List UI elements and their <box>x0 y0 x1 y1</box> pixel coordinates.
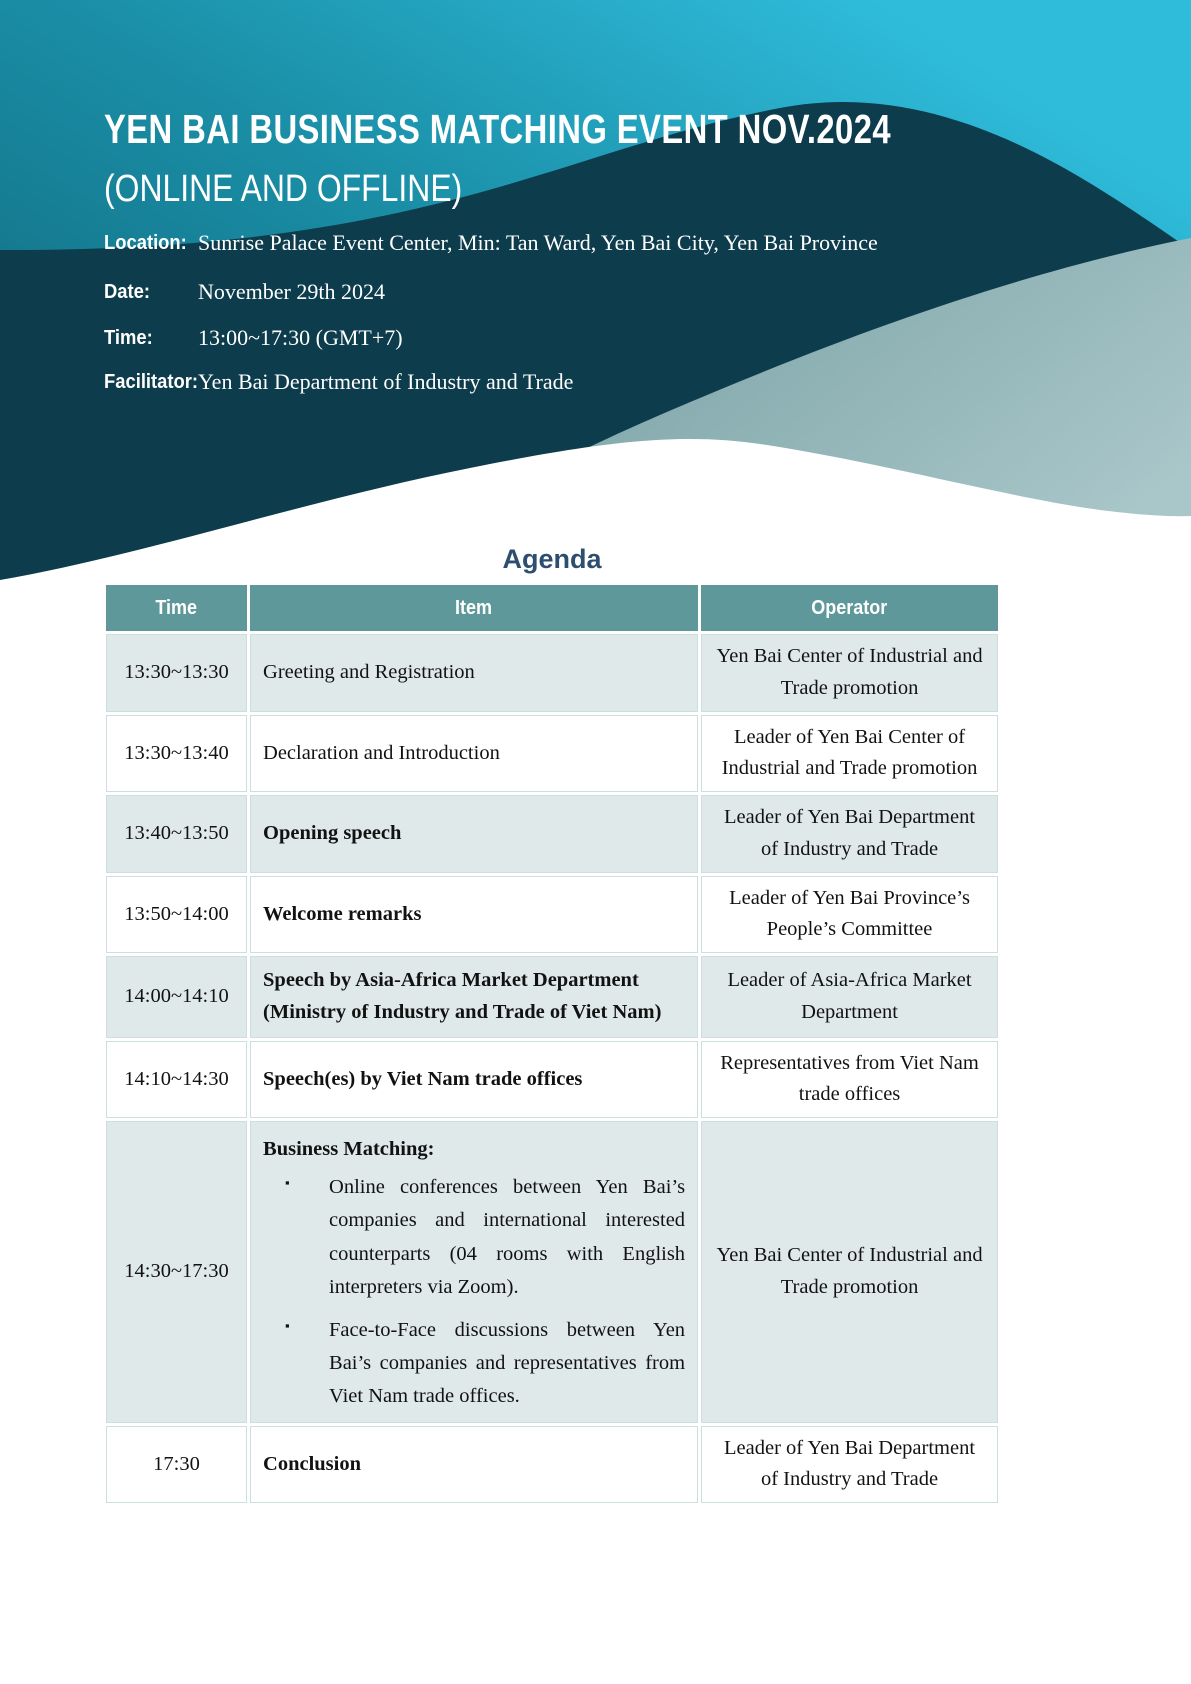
agenda-table <box>103 582 1001 1506</box>
business-matching-title: Business Matching: <box>263 1138 435 1161</box>
bullet-square-icon: ▪ <box>285 1318 290 1333</box>
operator-cell: Leader of Yen Bai Department of Industry and Trade <box>701 1426 998 1504</box>
agenda-row <box>106 634 998 712</box>
item-cell: Speech by Asia-Africa Market Department (Ministry of Industry and Trade of Viet Nam) <box>250 956 698 1038</box>
time-cell: 13:30~13:30 <box>106 634 247 712</box>
time-cell: 14:00~14:10 <box>106 956 247 1038</box>
operator-cell: Yen Bai Center of Industrial and Trade promotion <box>701 1121 998 1422</box>
agenda-row <box>106 795 998 873</box>
agenda-row-business-matching <box>106 1121 998 1422</box>
operator-cell: Leader of Yen Bai Province’s People’s Committee <box>701 876 998 954</box>
agenda-row <box>106 715 998 793</box>
operator-cell: Leader of Yen Bai Department of Industry and Trade <box>701 795 998 873</box>
facilitator-value: Yen Bai Department of Industry and Trade <box>198 369 574 394</box>
item-cell: Declaration and Introduction <box>250 715 698 793</box>
column-header-operator: Operator <box>701 585 998 631</box>
item-cell: Greeting and Registration <box>250 634 698 712</box>
column-header-item: Item <box>250 585 698 631</box>
time-cell: 14:30~17:30 <box>106 1121 247 1422</box>
bullet-text: Face-to-Face discussions between Yen Bai’s companies and representatives from Viet Nam trade offices. <box>329 1319 686 1408</box>
date-value: November 29th 2024 <box>198 279 385 304</box>
time-cell: 13:30~13:40 <box>106 715 247 793</box>
operator-cell: Yen Bai Center of Industrial and Trade promotion <box>701 634 998 712</box>
header-wave-art <box>0 0 1191 620</box>
operator-cell: Leader of Asia-Africa Market Department <box>701 956 998 1038</box>
item-cell <box>250 1121 698 1422</box>
item-cell: Conclusion <box>250 1426 698 1504</box>
agenda-row <box>106 1041 998 1119</box>
facilitator-label: Facilitator: <box>104 371 199 393</box>
item-cell: Speech(es) by Viet Nam trade offices <box>250 1041 698 1119</box>
agenda-row <box>106 876 998 954</box>
operator-cell: Leader of Yen Bai Center of Industrial and Trade promotion <box>701 715 998 793</box>
agenda-row <box>106 956 998 1038</box>
item-cell: Welcome remarks <box>250 876 698 954</box>
column-header-time: Time <box>106 585 247 631</box>
location-value: Sunrise Palace Event Center, Min: Tan Ward, Yen Bai City, Yen Bai Province <box>198 230 878 255</box>
event-subtitle: (ONLINE AND OFFLINE) <box>104 168 463 210</box>
bullet-square-icon: ▪ <box>285 1175 290 1191</box>
bullet-item <box>285 1171 685 1304</box>
operator-cell: Representatives from Viet Nam trade offices <box>701 1041 998 1119</box>
item-cell: Opening speech <box>250 795 698 873</box>
time-cell: 13:40~13:50 <box>106 795 247 873</box>
bullet-item <box>285 1314 685 1414</box>
date-label: Date: <box>104 281 151 303</box>
bullet-text: Online conferences between Yen Bai’s companies and international interested counterparts (04 rooms with English interpreters via Zoom). <box>329 1176 686 1298</box>
agenda-heading: Agenda <box>502 544 602 574</box>
agenda-row <box>106 1426 998 1504</box>
time-value: 13:00~17:30 (GMT+7) <box>198 325 403 350</box>
location-label: Location: <box>104 232 187 254</box>
time-cell: 13:50~14:00 <box>106 876 247 954</box>
time-cell: 14:10~14:30 <box>106 1041 247 1119</box>
time-label: Time: <box>104 327 153 349</box>
event-title: YEN BAI BUSINESS MATCHING EVENT NOV.2024 <box>104 106 891 152</box>
time-cell: 17:30 <box>106 1426 247 1504</box>
agenda-header-row <box>106 585 998 631</box>
